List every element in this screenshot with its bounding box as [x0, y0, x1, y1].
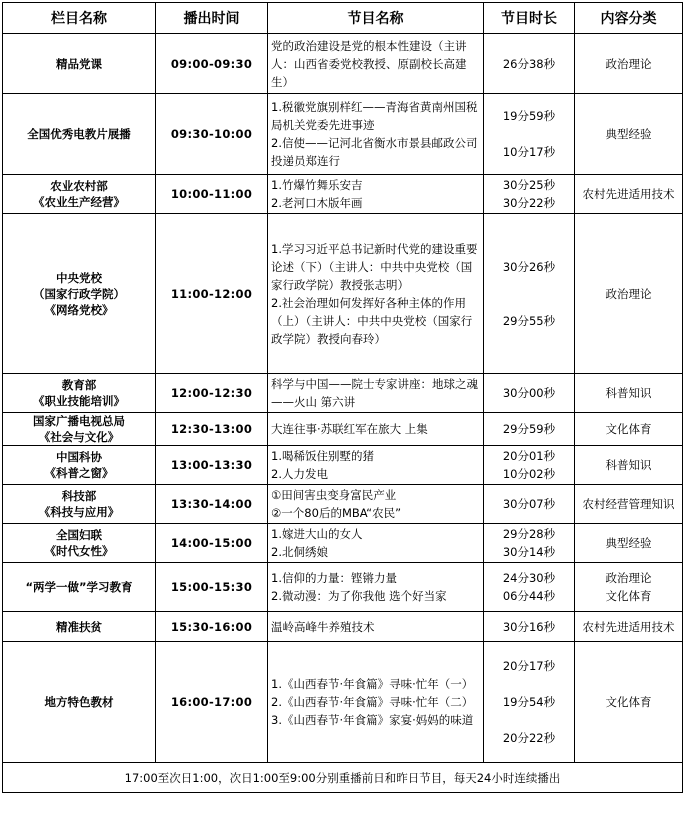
table-row	[3, 485, 683, 524]
air-time-cell: 10:00-11:00	[156, 175, 268, 214]
program-cell-line: 科学与中国——院士专家讲座：地球之魂——火山 第六讲	[271, 377, 478, 409]
table-row	[3, 34, 683, 94]
program-cell-line: 1.竹爆竹舞乐安吉	[271, 178, 363, 192]
duration-cell-line: 19分59秒	[502, 109, 556, 123]
category-cell	[575, 446, 683, 485]
program-cell	[268, 175, 484, 214]
duration-cell-line: 30分26秒	[502, 259, 556, 274]
column-name-cell-line: 全国优秀电教片展播	[27, 127, 131, 141]
category-cell	[575, 642, 683, 763]
program-cell	[268, 563, 484, 612]
category-cell	[575, 612, 683, 642]
duration-cell	[484, 175, 575, 214]
duration-cell-line: 30分22秒	[502, 196, 556, 210]
column-name-cell-line: 地方特色教材	[44, 695, 114, 709]
program-cell	[268, 642, 484, 763]
program-cell-line: 1.嫁进大山的女人	[271, 527, 363, 541]
program-cell	[268, 485, 484, 524]
air-time-cell: 13:30-14:00	[156, 485, 268, 524]
column-name-cell-line: 国家广播电视总局	[33, 414, 125, 428]
column-name-cell-line: 精品党课	[56, 56, 102, 71]
category-cell	[575, 413, 683, 446]
category-cell-line: 农村先进适用技术	[582, 187, 675, 201]
column-name-cell-line: 中央党校	[56, 270, 102, 285]
duration-cell-line: 24分30秒	[502, 571, 556, 585]
table-row	[3, 642, 683, 763]
program-cell	[268, 524, 484, 563]
column-name-cell	[3, 612, 156, 642]
duration-cell-line: 10分17秒	[502, 145, 556, 159]
air-time-cell: 14:00-15:00	[156, 524, 268, 563]
category-cell-line: 农村经营管理知识	[582, 497, 675, 511]
column-name-cell-line: “两学一做”学习教育	[25, 580, 133, 594]
duration-cell	[484, 524, 575, 563]
duration-cell	[484, 214, 575, 374]
category-cell-line: 政治理论	[605, 571, 652, 585]
program-cell-line: 1.学习习近平总书记新时代党的建设重要论述（下）（主讲人：中共中央党校（国家行政学院）教授张志明）	[271, 241, 478, 292]
duration-cell-line: 30分16秒	[502, 619, 556, 634]
duration-cell	[484, 374, 575, 413]
duration-cell	[484, 94, 575, 175]
program-cell-line: 1.信仰的力量：铿锵力量	[271, 571, 397, 585]
air-time-cell: 16:00-17:00	[156, 642, 268, 763]
air-time-cell: 15:00-15:30	[156, 563, 268, 612]
category-cell-line: 文化体育	[605, 695, 652, 709]
column-name-cell	[3, 485, 156, 524]
category-cell	[575, 374, 683, 413]
category-cell-line: 典型经验	[605, 536, 652, 550]
program-cell	[268, 446, 484, 485]
program-cell	[268, 612, 484, 642]
header-duration: 节目时长	[484, 3, 575, 34]
program-cell-line: 2.老河口木版年画	[271, 196, 363, 210]
air-time-cell: 09:30-10:00	[156, 94, 268, 175]
column-name-cell-line: 《农业生产经营》	[33, 195, 125, 209]
program-cell-line: 2.社会治理如何发挥好各种主体的作用（上）（主讲人：中共中央党校（国家行政学院）教授向春玲）	[271, 295, 473, 346]
program-cell-line: 3.《山西春节·年食篇》家宴·妈妈的味道	[271, 713, 474, 727]
line-gap	[484, 294, 574, 312]
duration-cell-line: 30分00秒	[502, 386, 556, 400]
column-name-cell-line: 教育部	[61, 378, 97, 392]
program-cell	[268, 34, 484, 94]
table-row	[3, 413, 683, 446]
column-name-cell-line: 农业农村部	[50, 179, 108, 193]
header-row	[3, 3, 683, 34]
column-name-cell-line: 《职业技能培训》	[33, 394, 125, 408]
category-cell	[575, 94, 683, 175]
schedule-sheet	[2, 2, 682, 793]
program-cell-line: 2.微动漫：为了你我他 选个好当家	[271, 589, 447, 603]
header-time: 播出时间	[156, 3, 268, 34]
program-cell	[268, 413, 484, 446]
program-cell-line: 1.《山西春节·年食篇》寻味·忙年（一）	[271, 677, 474, 691]
duration-cell-line: 30分14秒	[502, 545, 556, 559]
duration-cell-line: 30分07秒	[502, 497, 556, 511]
category-cell	[575, 34, 683, 94]
program-cell-line: 1.税徽党旗别样红——青海省黄南州国税局机关党委先进事迹	[271, 100, 478, 132]
header-category: 内容分类	[575, 3, 683, 34]
table-row	[3, 214, 683, 374]
duration-cell	[484, 34, 575, 94]
program-cell-line: 大连往事·苏联红军在旅大 上集	[271, 422, 428, 436]
program-cell	[268, 94, 484, 175]
category-cell-line: 文化体育	[605, 422, 652, 436]
duration-cell	[484, 413, 575, 446]
category-cell-line: 科普知识	[605, 386, 652, 400]
air-time-cell: 15:30-16:00	[156, 612, 268, 642]
table-row	[3, 94, 683, 175]
program-cell-line: 2.信使——记河北省衡水市景县邮政公司投递员郑连行	[271, 136, 478, 168]
duration-cell-line: 30分25秒	[502, 178, 556, 192]
duration-cell-line: 06分44秒	[502, 589, 556, 603]
program-cell-line: 温岭高峰牛养殖技术	[271, 619, 375, 634]
line-gap	[484, 125, 574, 143]
duration-cell-line: 19分54秒	[502, 695, 556, 709]
program-cell-line: 1.喝稀饭住别墅的猪	[271, 449, 374, 463]
program-cell-line: ②一个80后的MBA“农民”	[271, 506, 402, 520]
column-name-cell-line: 《科技与应用》	[38, 505, 120, 519]
column-name-cell-line: 《社会与文化》	[38, 430, 120, 444]
column-name-cell	[3, 175, 156, 214]
column-name-cell	[3, 524, 156, 563]
duration-cell-line: 20分17秒	[502, 659, 556, 673]
column-name-cell-line: 科技部	[61, 489, 97, 503]
table-row	[3, 175, 683, 214]
duration-cell-line: 29分55秒	[502, 313, 556, 328]
duration-cell	[484, 612, 575, 642]
column-name-cell	[3, 413, 156, 446]
header-column: 栏目名称	[3, 3, 156, 34]
column-name-cell-line: 精准扶贫	[56, 619, 102, 634]
category-cell-line: 文化体育	[605, 589, 652, 603]
program-cell	[268, 374, 484, 413]
column-name-cell-line: 《科普之窗》	[44, 466, 114, 480]
program-cell-line: 2.人力发电	[271, 467, 328, 481]
column-name-cell-line: 《时代女性》	[44, 544, 114, 558]
duration-cell-line: 29分28秒	[502, 527, 556, 541]
table-row	[3, 563, 683, 612]
column-name-cell	[3, 34, 156, 94]
air-time-cell: 09:00-09:30	[156, 34, 268, 94]
duration-cell	[484, 485, 575, 524]
category-cell-line: 政治理论	[605, 56, 652, 71]
duration-cell-line: 29分59秒	[502, 422, 556, 436]
column-name-cell-line: 《网络党校》	[44, 302, 114, 317]
footer-note: 17:00至次日1:00，次日1:00至9:00分别重播前日和昨日节目，每天24小时连续播出	[3, 763, 683, 793]
duration-cell-line: 20分01秒	[502, 449, 556, 463]
footer-row	[3, 763, 683, 793]
air-time-cell: 13:00-13:30	[156, 446, 268, 485]
category-cell	[575, 175, 683, 214]
air-time-cell: 12:00-12:30	[156, 374, 268, 413]
line-gap	[484, 276, 574, 294]
program-cell-line: 2.《山西春节·年食篇》寻味·忙年（二）	[271, 695, 474, 709]
category-cell	[575, 524, 683, 563]
table-row	[3, 524, 683, 563]
duration-cell-line: 10分02秒	[502, 467, 556, 481]
line-gap	[484, 675, 574, 693]
table-row	[3, 374, 683, 413]
duration-cell-line: 20分22秒	[502, 731, 556, 745]
table-row	[3, 612, 683, 642]
line-gap	[484, 711, 574, 729]
column-name-cell-line: 中国科协	[56, 450, 102, 464]
column-name-cell	[3, 446, 156, 485]
column-name-cell-line: （国家行政学院）	[33, 286, 125, 301]
column-name-cell-line: 全国妇联	[56, 528, 102, 542]
air-time-cell: 11:00-12:00	[156, 214, 268, 374]
schedule-table	[2, 2, 683, 793]
program-cell-line: ①田间害虫变身富民产业	[271, 488, 397, 502]
program-cell-line: 党的政治建设是党的根本性建设（主讲人：山西省委党校教授、原副校长高建生）	[271, 38, 467, 89]
duration-cell-line: 26分38秒	[502, 56, 556, 71]
category-cell	[575, 563, 683, 612]
column-name-cell	[3, 563, 156, 612]
column-name-cell	[3, 374, 156, 413]
category-cell	[575, 485, 683, 524]
column-name-cell	[3, 642, 156, 763]
duration-cell	[484, 446, 575, 485]
category-cell-line: 政治理论	[605, 286, 652, 301]
program-cell-line: 2.北侗绣娘	[271, 545, 328, 559]
duration-cell	[484, 642, 575, 763]
column-name-cell	[3, 94, 156, 175]
header-program: 节目名称	[268, 3, 484, 34]
program-cell	[268, 214, 484, 374]
duration-cell	[484, 563, 575, 612]
table-row	[3, 446, 683, 485]
air-time-cell: 12:30-13:00	[156, 413, 268, 446]
category-cell-line: 典型经验	[605, 127, 652, 141]
column-name-cell	[3, 214, 156, 374]
category-cell-line: 科普知识	[605, 458, 652, 472]
category-cell-line: 农村先进适用技术	[582, 619, 675, 634]
category-cell	[575, 214, 683, 374]
